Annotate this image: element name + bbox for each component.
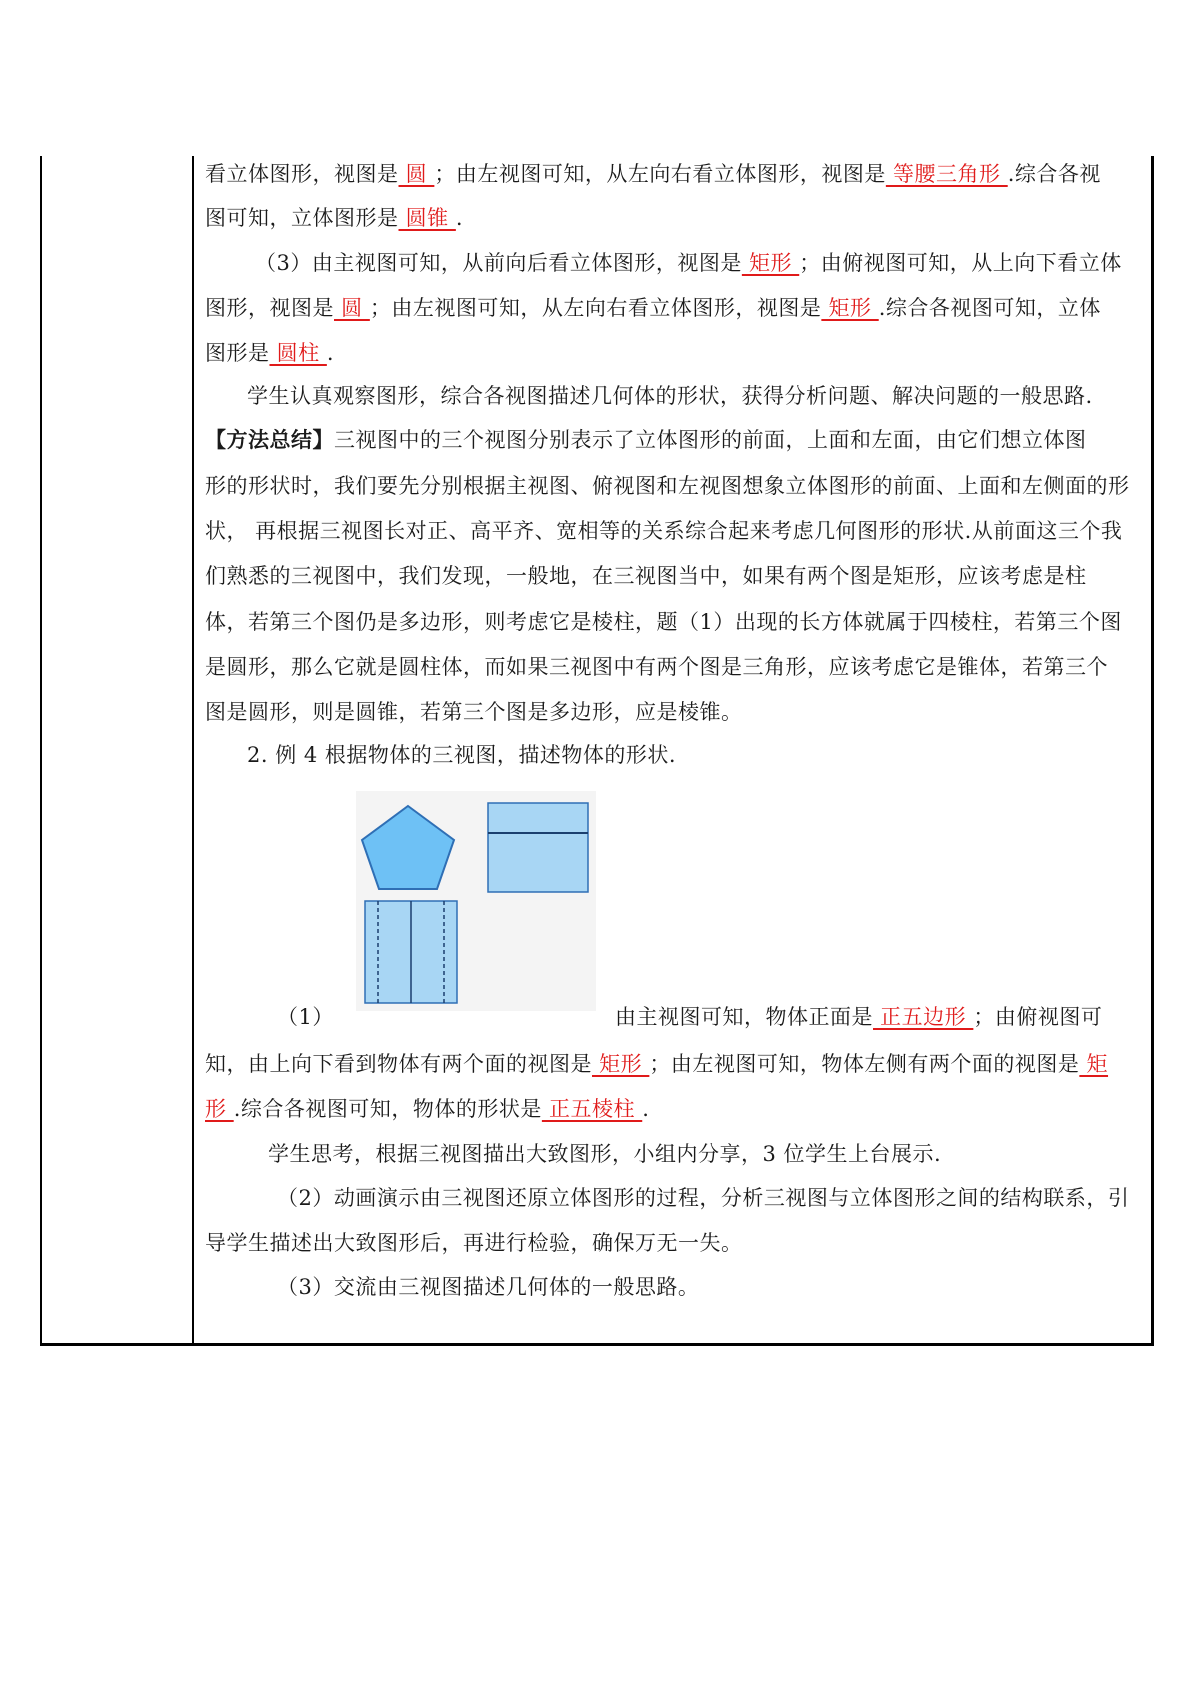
three-view-figure xyxy=(356,791,596,1011)
text-segment: 图可知，立体图形是 xyxy=(205,206,399,230)
answer-blank: 形 xyxy=(205,1097,234,1121)
text-line xyxy=(205,608,1122,636)
text-line xyxy=(205,339,334,367)
text-segment: . xyxy=(642,1097,650,1121)
text-line xyxy=(247,741,676,769)
answer-blank: 圆柱 xyxy=(269,341,327,365)
text-segment: 体，若第三个图仍是多边形，则考虑它是棱柱，题（1）出现的长方体就属于四棱柱，若第三个图 xyxy=(205,610,1122,634)
text-segment: 学生认真观察图形，综合各视图描述几何体的形状，获得分析问题、解决问题的一般思路. xyxy=(247,384,1093,408)
text-segment: 导学生描述出大致图形后，再进行检验，确保万无一失。 xyxy=(205,1231,743,1255)
text-segment: 看立体图形，视图是 xyxy=(205,162,399,186)
text-segment: 2. 例 4 根据物体的三视图，描述物体的形状. xyxy=(247,743,677,767)
text-segment: .综合各视图可知，物体的形状是 xyxy=(233,1097,542,1121)
text-segment: 们熟悉的三视图中，我们发现，一般地，在三视图当中，如果有两个图是矩形，应该考虑是柱 xyxy=(205,564,1087,588)
text-line xyxy=(268,1140,941,1168)
text-segment: 图形，视图是 xyxy=(205,296,334,320)
text-segment: ；由俯视图可 xyxy=(973,1005,1103,1029)
text-segment: 形的形状时，我们要先分别根据主视图、俯视图和左视图想象立体图形的前面、上面和左侧面的形 xyxy=(205,474,1130,498)
text-segment: .综合各视 xyxy=(1007,162,1101,186)
text-line xyxy=(205,160,1101,188)
text-segment: ；由左视图可知，从左向右看立体图形，视图是 xyxy=(434,162,886,186)
three-view-diagram xyxy=(356,791,596,1011)
text-line xyxy=(255,249,1122,277)
text-line xyxy=(205,698,743,726)
text-segment: （2）动画演示由三视图还原立体图形的过程，分析三视图与立体图形之间的结构联系，引 xyxy=(277,1186,1130,1210)
answer-blank: 圆 xyxy=(334,296,370,320)
text-line xyxy=(277,1184,1129,1212)
text-line xyxy=(205,1229,743,1257)
top-view-rectangle xyxy=(488,803,588,892)
text-line xyxy=(205,653,1108,681)
answer-blank: 矩形 xyxy=(592,1052,650,1076)
text-segment: 学生思考，根据三视图描出大致图形，小组内分享，3 位学生上台展示. xyxy=(268,1142,942,1166)
text-line xyxy=(205,517,1122,545)
text-segment: 是圆形，那么它就是圆柱体，而如果三视图中有两个图是三角形，应该考虑它是锥体，若第三个 xyxy=(205,655,1108,679)
answer-blank: 矩形 xyxy=(741,251,800,275)
text-segment: （3）由主视图可知，从前向后看立体图形，视图是 xyxy=(255,251,742,275)
method-summary-label: 【方法总结】 xyxy=(205,427,334,452)
answer-blank: 圆 xyxy=(398,162,435,186)
text-segment: ；由左视图可知，物体左侧有两个面的视图是 xyxy=(649,1052,1080,1076)
text-segment: 图形是 xyxy=(205,341,270,365)
text-segment: 三视图中的三个视图分别表示了立体图形的前面，上面和左面，由它们想立体图 xyxy=(334,428,1087,452)
text-line xyxy=(205,562,1087,590)
text-line xyxy=(205,204,463,232)
front-view-pentagon xyxy=(362,806,454,889)
column-divider xyxy=(192,156,194,1343)
text-line xyxy=(205,1050,1108,1078)
text-segment: 状， 再根据三视图长对正、高平齐、宽相等的关系综合起来考虑几何图形的形状.从前面这三个我 xyxy=(205,519,1123,543)
text-line xyxy=(247,382,1093,410)
text-line xyxy=(205,1095,649,1123)
text-segment: （3）交流由三视图描述几何体的一般思路。 xyxy=(277,1275,700,1299)
sub-question-number: （1） xyxy=(277,1005,334,1029)
answer-blank: 矩 xyxy=(1079,1052,1109,1076)
text-line xyxy=(615,1003,1102,1031)
text-segment: 图是圆形，则是圆锥，若第三个图是多边形，应是棱锥。 xyxy=(205,700,743,724)
text-line xyxy=(205,472,1130,500)
answer-blank: 正五边形 xyxy=(873,1005,974,1029)
text-line xyxy=(277,1003,334,1031)
text-line xyxy=(205,426,1087,454)
text-segment: 知，由上向下看到物体有两个面的视图是 xyxy=(205,1052,592,1076)
answer-blank: 圆锥 xyxy=(398,206,456,230)
text-segment: . xyxy=(326,341,335,365)
text-segment: ；由左视图可知，从左向右看立体图形，视图是 xyxy=(369,296,822,320)
text-segment: ；由俯视图可知，从上向下看立体 xyxy=(799,251,1122,275)
text-segment: 由主视图可知，物体正面是 xyxy=(615,1005,873,1029)
text-line xyxy=(277,1273,699,1301)
text-line xyxy=(205,294,1101,322)
text-segment: .综合各视图可知，立体 xyxy=(878,296,1101,320)
text-segment: . xyxy=(455,206,464,230)
answer-blank: 矩形 xyxy=(821,296,879,320)
answer-blank: 正五棱柱 xyxy=(541,1097,643,1121)
answer-blank: 等腰三角形 xyxy=(885,162,1008,186)
